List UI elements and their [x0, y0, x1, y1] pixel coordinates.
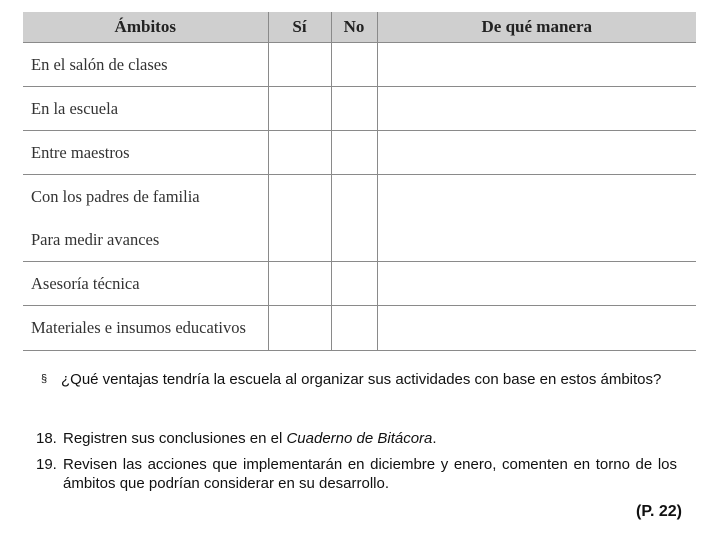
instruction-prefix: Registren sus conclusiones en el — [63, 430, 287, 447]
instruction-text — [63, 455, 677, 493]
instruction-suffix: . — [384, 475, 390, 492]
notebook-title: Cuaderno de Bitácora — [286, 430, 433, 447]
si-cell[interactable] — [268, 87, 331, 131]
si-cell[interactable] — [268, 131, 331, 175]
question-bullet — [41, 370, 675, 389]
no-cell[interactable] — [331, 306, 377, 351]
table-header-row — [23, 12, 696, 43]
header-no: No — [331, 12, 377, 43]
header-de-que-manera: De qué manera — [377, 12, 696, 43]
no-cell[interactable] — [331, 262, 377, 306]
no-cell[interactable] — [331, 43, 377, 87]
instruction-number: 18. — [36, 430, 57, 447]
si-cell[interactable] — [268, 43, 331, 87]
instruction-body: Revisen las acciones que implementarán en diciembre y enero, comenten en torno de los ámbitos que podrían considerar en su desarrollo — [63, 456, 677, 492]
page-reference: (P. 22) — [636, 503, 682, 520]
table-row — [23, 87, 696, 131]
instruction-19 — [36, 455, 677, 493]
instruction-number: 19. — [36, 456, 57, 473]
no-cell[interactable] — [331, 175, 377, 219]
manera-cell[interactable] — [377, 131, 696, 175]
manera-cell[interactable] — [377, 218, 696, 262]
header-si: Sí — [268, 12, 331, 43]
si-cell[interactable] — [268, 218, 331, 262]
instruction-suffix: . — [432, 430, 437, 447]
question-text: ¿Qué ventajas tendría la escuela al organizar sus actividades con base en estos ámbitos? — [61, 371, 662, 388]
table-row — [23, 306, 696, 351]
manera-cell[interactable] — [377, 87, 696, 131]
manera-cell[interactable] — [377, 306, 696, 351]
no-cell[interactable] — [331, 87, 377, 131]
row-label: Con los padres de familia — [23, 175, 268, 219]
si-cell[interactable] — [268, 306, 331, 351]
si-cell[interactable] — [268, 262, 331, 306]
row-label: En el salón de clases — [23, 43, 268, 87]
header-ambitos: Ámbitos — [23, 12, 268, 43]
row-label: Asesoría técnica — [23, 262, 268, 306]
ambitos-table — [23, 12, 696, 351]
instruction-text — [63, 429, 677, 448]
row-label: Entre maestros — [23, 131, 268, 175]
section-bullet-icon: § — [41, 373, 48, 385]
no-cell[interactable] — [331, 131, 377, 175]
table-row — [23, 175, 696, 219]
table-row — [23, 43, 696, 87]
manera-cell[interactable] — [377, 43, 696, 87]
row-label: En la escuela — [23, 87, 268, 131]
row-label: Materiales e insumos educativos — [23, 306, 268, 351]
row-label: Para medir avances — [23, 218, 268, 262]
table-row — [23, 218, 696, 262]
si-cell[interactable] — [268, 175, 331, 219]
no-cell[interactable] — [331, 218, 377, 262]
table-row — [23, 131, 696, 175]
manera-cell[interactable] — [377, 262, 696, 306]
instruction-18 — [36, 429, 677, 448]
table-row — [23, 262, 696, 306]
manera-cell[interactable] — [377, 175, 696, 219]
